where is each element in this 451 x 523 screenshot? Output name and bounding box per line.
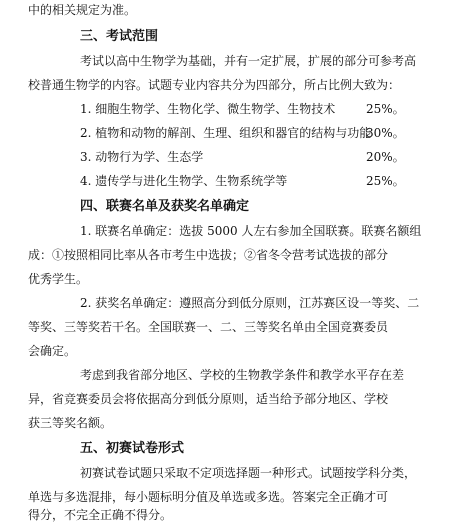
paragraph-line: 考试以高中生物学为基础，并有一定扩展，扩展的部分可参考高 (80, 54, 417, 68)
section-heading-exam-scope: 三、考试范围 (80, 29, 159, 44)
paragraph-line: 等奖、三等奖若干名。全国联赛一、二、三等奖名单由全国竞赛委员 (28, 320, 389, 334)
section-heading-paper-format: 五、初赛试卷形式 (80, 441, 185, 456)
paragraph-line: 初赛试卷试题只采取不定项选择题一种形式。试题按学科分类， (80, 466, 417, 480)
scope-item-percent: 30%。 (366, 126, 405, 140)
paragraph-line: 优秀学生。 (28, 272, 89, 286)
paragraph-line: 单选与多选混排，每小题标明分值及单选或多选。答案完全正确才可 (28, 490, 389, 504)
section-heading-lists: 四、联赛名单及获奖名单确定 (80, 199, 250, 214)
paragraph-line: 1. 联赛名单确定：选拔 5000 人左右参加全国联赛。联赛名额组 (80, 224, 422, 238)
paragraph-line: 考虑到我省部分地区、学校的生物教学条件和教学水平存在差 (80, 368, 405, 382)
scope-item-percent: 25%。 (366, 174, 405, 188)
scope-item-text: 3. 动物行为学、生态学 (80, 150, 204, 164)
paragraph-line: 会确定。 (28, 344, 77, 358)
scope-item-text: 4. 遗传学与进化生物学、生物系统学等 (80, 174, 288, 188)
paragraph-line: 校普通生物学的内容。试题专业内容共分为四部分，所占比例大致为： (28, 78, 401, 92)
scope-item-percent: 20%。 (366, 150, 405, 164)
paragraph-line: 2. 获奖名单确定：遵照高分到低分原则，江苏赛区设一等奖、二 (80, 296, 420, 310)
paragraph-line: 中的相关规定为准。 (28, 3, 137, 17)
scope-item-percent: 25%。 (366, 102, 405, 116)
scope-item-text: 2. 植物和动物的解剖、生理、组织和器官的结构与功能 (80, 126, 372, 140)
paragraph-line: 成：①按照相同比率从各市考生中选拔；②省冬令营考试选拔的部分 (28, 248, 389, 262)
paragraph-line: 异，省竞赛委员会将依据高分到低分原则，适当给予部分地区、学校 (28, 392, 389, 406)
paragraph-line: 获三等奖名额。 (28, 416, 113, 430)
scope-item-text: 1. 细胞生物学、生物化学、微生物学、生物技术 (80, 102, 336, 116)
paragraph-line: 得分，不完全正确不得分。 (28, 508, 173, 522)
